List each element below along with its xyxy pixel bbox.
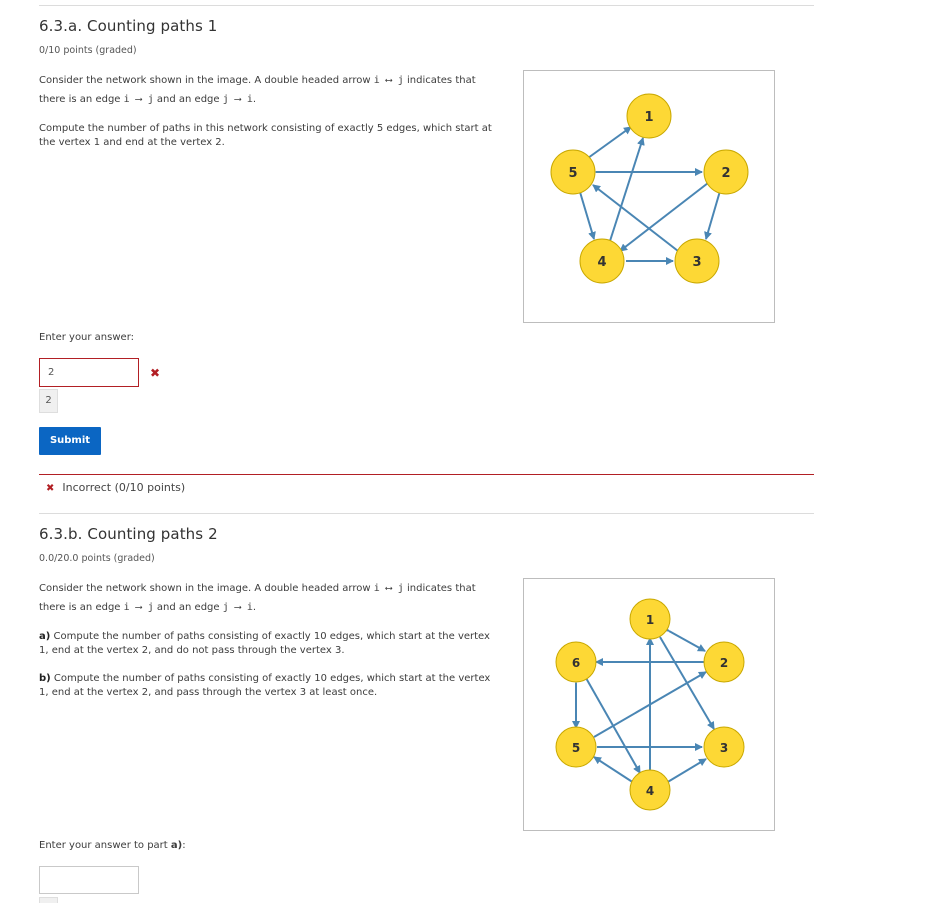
problem-a-question: Compute the number of paths in this network consisting of exactly 5 edges, which start at the vertex 1 and end at the vertex 2. [39,123,492,148]
problem-b-points: 0.0/20.0 points (graded) [39,553,155,564]
node-2-label: 2 [721,166,731,181]
problem-a-answer-input[interactable]: 2 [39,358,139,387]
section-divider [39,513,814,514]
edge-1-2 [669,631,705,651]
problem-b-enter-label: Enter your answer to part a): [39,840,186,851]
edge-4-1 [610,138,643,241]
node-2-label: 2 [719,656,729,670]
problem-b-answer-preview [39,897,58,903]
node-3-label: 3 [692,255,702,270]
problem-a-description: Consider the network shown in the image. A double headed arrow i ⟷ j indicates that there is an edge i ⟶ j and an edge j ⟶ i. [39,75,476,105]
node-4-label: 4 [597,255,607,270]
submit-button[interactable]: Submit [39,427,101,455]
edge-4-3 [666,759,706,783]
problem-b-description: Consider the network shown in the image. A double headed arrow i ⟷ j indicates that there is an edge i ⟶ j and an edge j ⟶ i. [39,583,476,613]
problem-a-points: 0/10 points (graded) [39,45,137,56]
node-5-label: 5 [571,741,581,755]
node-1-label: 1 [644,110,654,125]
node-4-label: 4 [645,784,655,798]
problem-b-part-b: b) Compute the number of paths consisting of exactly 10 edges, which start at the vertex 1, end at the vertex 2, and pass through the vertex 3 at least once. [39,673,491,698]
problem-a-answer-preview: 2 [39,389,58,413]
edge-4-5 [594,757,634,783]
network-graph-b [523,578,775,831]
node-6-label: 6 [571,656,581,670]
node-3-label: 3 [719,741,729,755]
edge-5-4 [580,192,594,239]
status-divider [39,474,814,475]
problem-b-part-a: a) Compute the number of paths consisting of exactly 10 edges, which start at the vertex 1, end at the vertex 2, and do not pass through the vertex 3. [39,631,490,656]
node-5-label: 5 [568,166,578,181]
problem-a-title: 6.3.a. Counting paths 1 [39,17,218,35]
top-divider [39,5,814,6]
problem-a-status: ✖ Incorrect (0/10 points) [46,481,186,494]
network-graph-a [523,70,775,323]
edge-5-1 [588,127,631,158]
problem-b-title: 6.3.b. Counting paths 2 [39,525,218,543]
incorrect-icon: ✖ [150,366,161,380]
edge-2-3 [706,191,720,239]
problem-a-enter-label: Enter your answer: [39,332,134,343]
problem-b-part-a-answer-input[interactable] [39,866,139,894]
status-incorrect-icon: ✖ [46,483,55,494]
node-1-label: 1 [645,613,655,627]
